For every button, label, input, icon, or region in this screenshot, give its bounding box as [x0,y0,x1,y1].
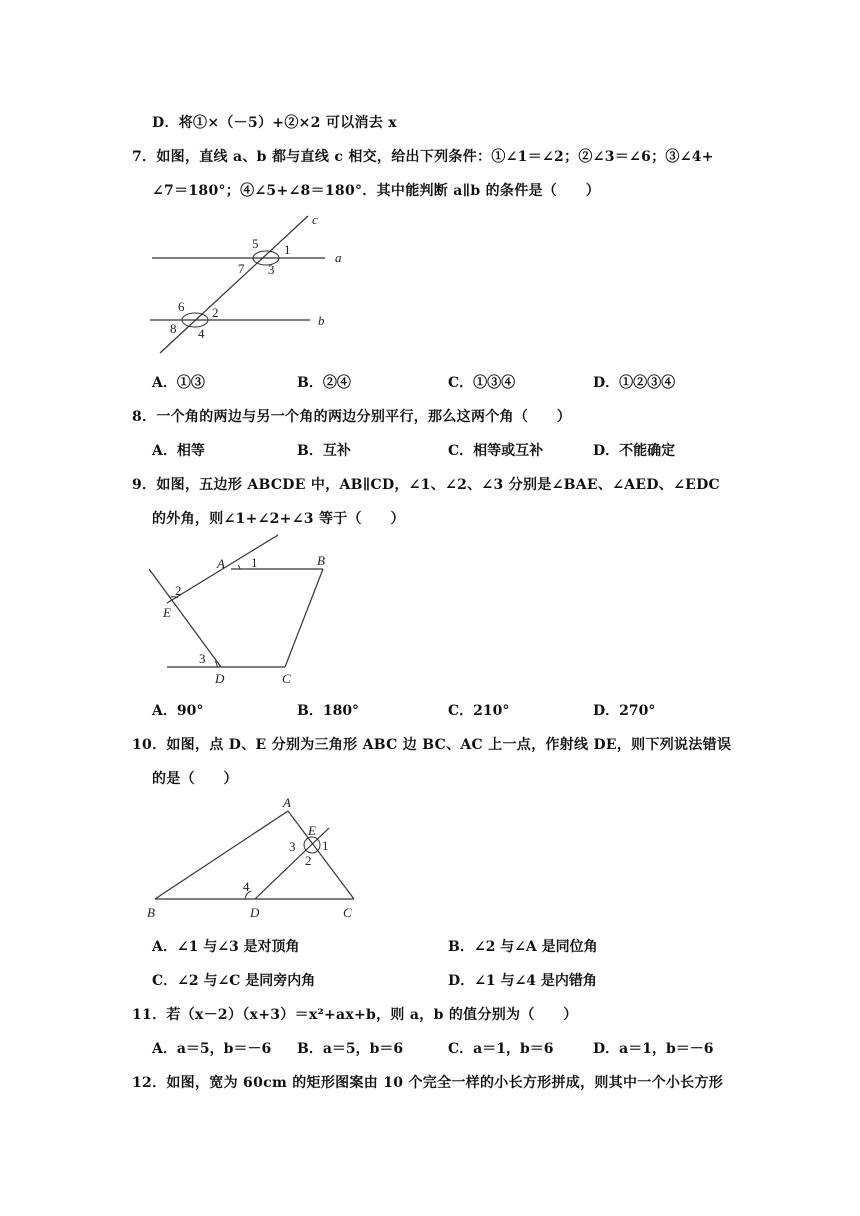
q7-label-c: c [312,212,318,227]
q10-angle-2: 2 [305,853,312,868]
q7-angle-6: 6 [178,299,185,314]
q11-option-c: C．a＝1，b＝6 [448,1041,554,1057]
q10-option-d: D．∠1 与∠4 是内错角 [448,973,597,989]
q8-option-d: D．不能确定 [593,443,676,459]
q9-figure [145,535,345,685]
q10-label-d: D [250,905,260,920]
q9-label-c: C [282,671,291,686]
q9-angle-2: 2 [175,583,182,598]
q7-angle-4: 4 [198,326,205,341]
q7-angle-2: 2 [212,305,219,320]
q10-angle-1: 1 [322,838,329,853]
q7-figure [140,210,360,360]
q7-option-c: C．①③④ [448,375,516,391]
q8-option-a: A．相等 [152,443,205,459]
q9-angle-1: 1 [251,555,258,570]
q10-figure [145,795,365,925]
q10-stem-line1: 10．如图，点 D、E 分别为三角形 ABC 边 BC、AC 上一点，作射线 DE，则下列说法错误 [132,737,732,753]
q9-option-c: C．210° [448,703,510,719]
q11-stem-line1: 11．若（x－2）（x+3）＝x²+ax+b，则 a，b 的值分别为（ ） [132,1007,578,1023]
q9-option-b: B．180° [297,703,360,719]
q7-label-a: a [335,250,342,265]
q10-label-a: A [283,795,291,810]
q8-stem-line1: 8．一个角的两边与另一个角的两边分别平行，那么这两个角（ ） [132,409,572,425]
q10-label-e: E [308,823,316,838]
q9-stem-line2: 的外角，则∠1+∠2+∠3 等于（ ） [152,511,405,527]
q10-label-b: B [147,905,155,920]
q7-option-b: B．②④ [297,375,351,391]
q7-angle-1: 1 [284,242,291,257]
q11-option-b: B．a＝5，b＝6 [297,1041,404,1057]
q10-option-c: C．∠2 与∠C 是同旁内角 [152,973,316,989]
q9-label-a: A [217,556,225,571]
q7-label-b: b [318,313,325,328]
q10-option-a: A．∠1 与∠3 是对顶角 [152,939,300,955]
q11-option-d: D．a＝1，b＝－6 [593,1041,714,1057]
q9-label-e: E [163,605,171,620]
q7-angle-8: 8 [170,321,177,336]
q7-option-a: A．①③ [152,375,205,391]
q8-option-b: B．互补 [297,443,351,459]
q7-option-d: D．①②③④ [593,375,676,391]
q11-option-a: A．a＝5，b＝－6 [152,1041,272,1057]
q12-stem-line1: 12．如图，宽为 60cm 的矩形图案由 10 个完全一样的小长方形拼成，则其中一个小长方形 [132,1075,724,1091]
q8-option-c: C．相等或互补 [448,443,544,459]
q9-label-d: D [215,671,225,686]
q7-angle-7: 7 [238,261,245,276]
q9-stem-line1: 9．如图，五边形 ABCDE 中，AB∥CD，∠1、∠2、∠3 分别是∠BAE、∠AED、∠EDC [132,477,720,493]
q9-angle-3: 3 [199,651,206,666]
q9-label-b: B [317,553,325,568]
q7-angle-5: 5 [252,236,259,251]
q10-stem-line2: 的是（ ） [152,771,238,787]
q7-stem-line1: 7．如图，直线 a、b 都与直线 c 相交，给出下列条件：①∠1＝∠2；②∠3＝∠6；③∠4+ [132,149,714,165]
q10-label-c: C [343,905,352,920]
q7-stem-line2: ∠7＝180°；④∠5+∠8＝180°．其中能判断 a∥b 的条件是（ ） [152,183,601,199]
q10-angle-3: 3 [289,839,296,854]
q10-angle-4: 4 [243,879,250,894]
q9-option-a: A．90° [152,703,204,719]
q6-option-d: D．将①×（－5）+②×2 可以消去 x [152,115,397,131]
q10-option-b: B．∠2 与∠A 是同位角 [448,939,598,955]
q9-option-d: D．270° [593,703,656,719]
q7-angle-3: 3 [268,262,275,277]
